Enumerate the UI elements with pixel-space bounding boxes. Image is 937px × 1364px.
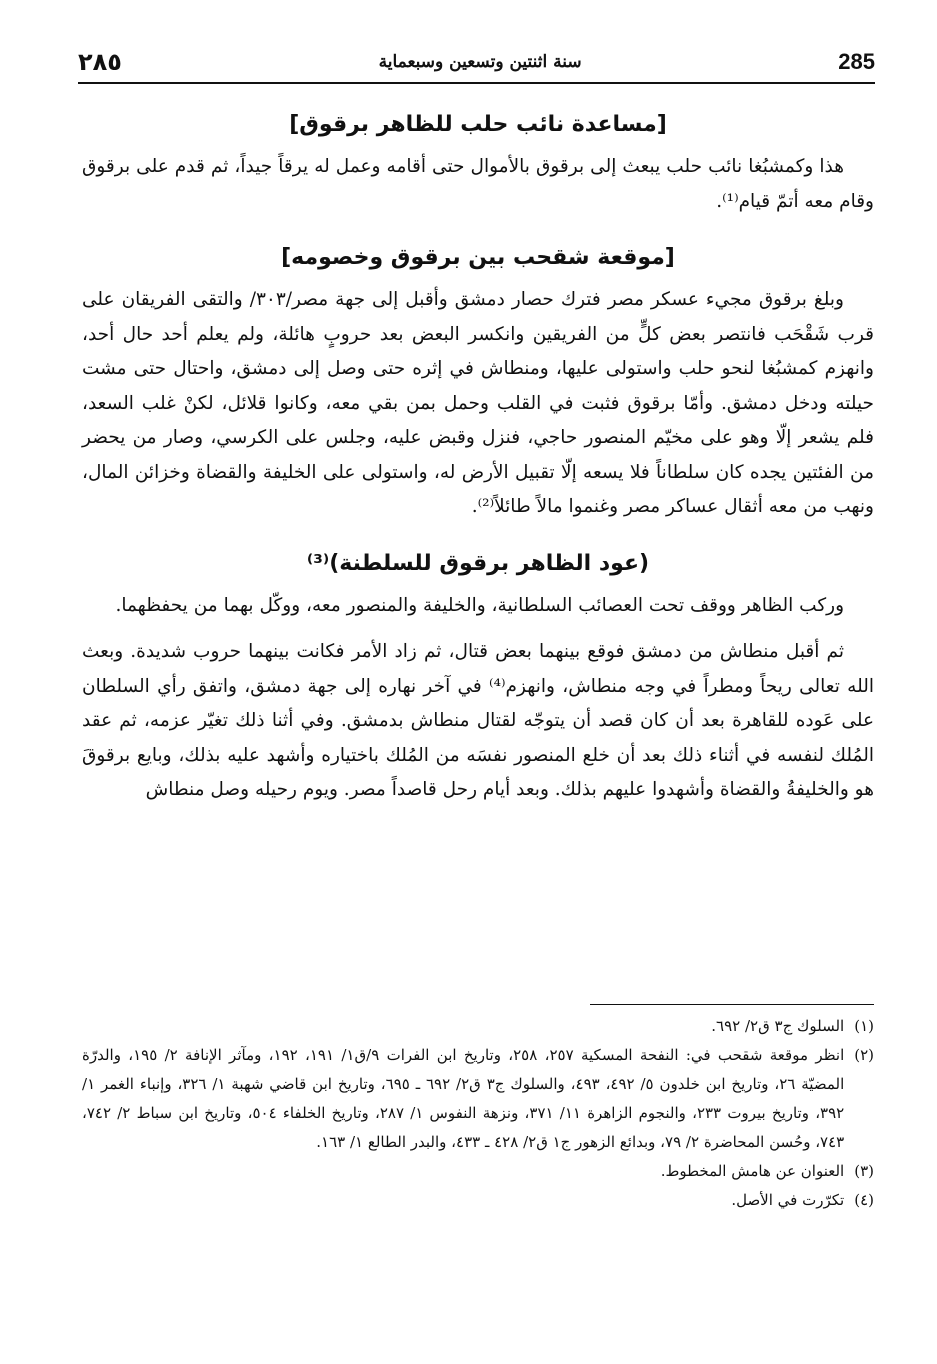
page-number-latin: 285: [838, 49, 875, 74]
footnote-text: انظر موقعة شقحب في: النفحة المسكية ٢٥٧، ٢٥٨، وتاريخ ابن الفرات ٩/ق١/ ١٩١، ١٩٢، ومآثر الإنافة ٢/ ١٩٥، والدرّة المضيّة ٢٦، وتاريخ ابن خلدون ٥/ ٤٩٢، ٤٩٣، والسلوك ج٣ ق٢/ ٦٩٢ ـ ٦٩٥، وتاريخ ابن قاضي شهبة ١/ ٣٢٦، وإنباء الغمر ١/ ٣٩٢، وتاريخ بيروت ٢٣٣، والنجوم الزاهرة ١١/ ٣٧١، ونزهة النفوس ١/ ٢٨٧، وتاريخ الخلفاء ٥٠٤، وتاريخ ابن سباط ٢/ ٧٤٢، ٧٤٣، وحُسن المحاضرة ٢/ ٧٩، وبدائع الزهور ج١ ق٢/ ٤٢٨ ـ ٤٣٣، والبدر الطالع ١/ ١٦٣.: [82, 1046, 845, 1151]
page-header: [78, 42, 875, 84]
footnote-number: (١): [854, 1017, 874, 1035]
footnote-number: (٢): [854, 1046, 874, 1064]
page-number-arabic: ٢٨٥: [78, 48, 122, 76]
section-heading: [موقعة شقحب بين برقوق وخصومه]: [281, 245, 675, 270]
footnote: [82, 1041, 874, 1157]
paragraph: وبلغ برقوق مجيء عسكر مصر فترك حصار دمشق وأقبل إلى جهة مصر/٣٠٣/ والتقى الفريقان على قرب شَقْحَب فانتصر بعض كلٍّ من الفريقين وانكسر البعض بعد حروبٍ هائلة، ولم يعلم أحد حال أحد، وانهزم كمشبُغا لنحو حلب واستولى عليها، ومنطاش في إثره حتى وصل إلى دمشق، واحتال حتى مشت حيلته ودخل دمشق. وأمّا برقوق فثبت في القلب وحمل بمن بقي معه، وكانوا قلائل، لكنْ غلب السعد، فلم يشعر إلّا وهو على مخيّم المنصور حاجي، فنزل وقبض عليه، وجلس على الكرسي، وصار من يحضر من الفئتين يجده كان سلطاناً فلا يسعه إلّا تقبيل الأرض له، واستولى على الخليفة والقضاة وخزائن المال، ونهب من معه أثقال عساكر مصر وغنموا مالاً طائلاً⁽²⁾.: [82, 289, 874, 517]
footnote-text: العنوان عن هامش المخطوط.: [660, 1162, 845, 1180]
section-heading: (عود الظاهر برقوق للسلطنة)⁽³⁾: [306, 550, 650, 576]
footnote-number: (٤): [854, 1191, 874, 1209]
running-title: سنة اثنتين وتسعين وسبعماية: [378, 52, 582, 72]
paragraph: هذا وكمشبُغا نائب حلب يبعث إلى برقوق بالأموال حتى أقامه وعمل له يرقاً جيداً، ثم قدم على برقوق وقام معه أتمّ قيام⁽¹⁾.: [82, 156, 874, 212]
section-heading: [مساعدة نائب حلب للظاهر برقوق]: [289, 112, 667, 137]
paragraph: وركب الظاهر ووقف تحت العصائب السلطانية، والخليفة والمنصور معه، ووكّل بهما من يحفظهما.: [115, 594, 844, 616]
main-text: [82, 100, 874, 808]
footnote-text: السلوك ج٣ ق٢/ ٦٩٢.: [711, 1017, 845, 1035]
footnote: [82, 1157, 874, 1186]
footnote-divider: [590, 1004, 874, 1005]
footnote-number: (٣): [854, 1162, 874, 1180]
footnote: [82, 1186, 874, 1215]
footnote-text: تكرّرت في الأصل.: [731, 1191, 845, 1209]
footnote: [82, 1012, 874, 1041]
footnotes: [82, 1012, 874, 1215]
paragraph: ثم أقبل منطاش من دمشق فوقع بينهما بعض قتال، ثم زاد الأمر فكانت بينهما حروب شديدة. وبعث الله تعالى ريحاً ومطراً في وجه منطاش، وانهزم⁽⁴⁾ في آخر نهاره إلى جهة دمشق، واتفق رأي السلطان على عَوده للقاهرة بعد أن كان قصد أن يتوجّه لقتال منطاش بدمشق. وفي أثنا ذلك تغيّر عزمه، ثم عقد المُلك لنفسه في أثناء ذلك بعد أن خلع المنصور نفسَه من المُلك باختياره وأشهد عليه بذلك، وبايع برقوقَ هو والخليفةُ والقضاة وأشهدوا عليهم بذلك. وبعد أيام رحل قاصداً مصر. ويوم رحيله وصل منطاش: [82, 641, 874, 800]
